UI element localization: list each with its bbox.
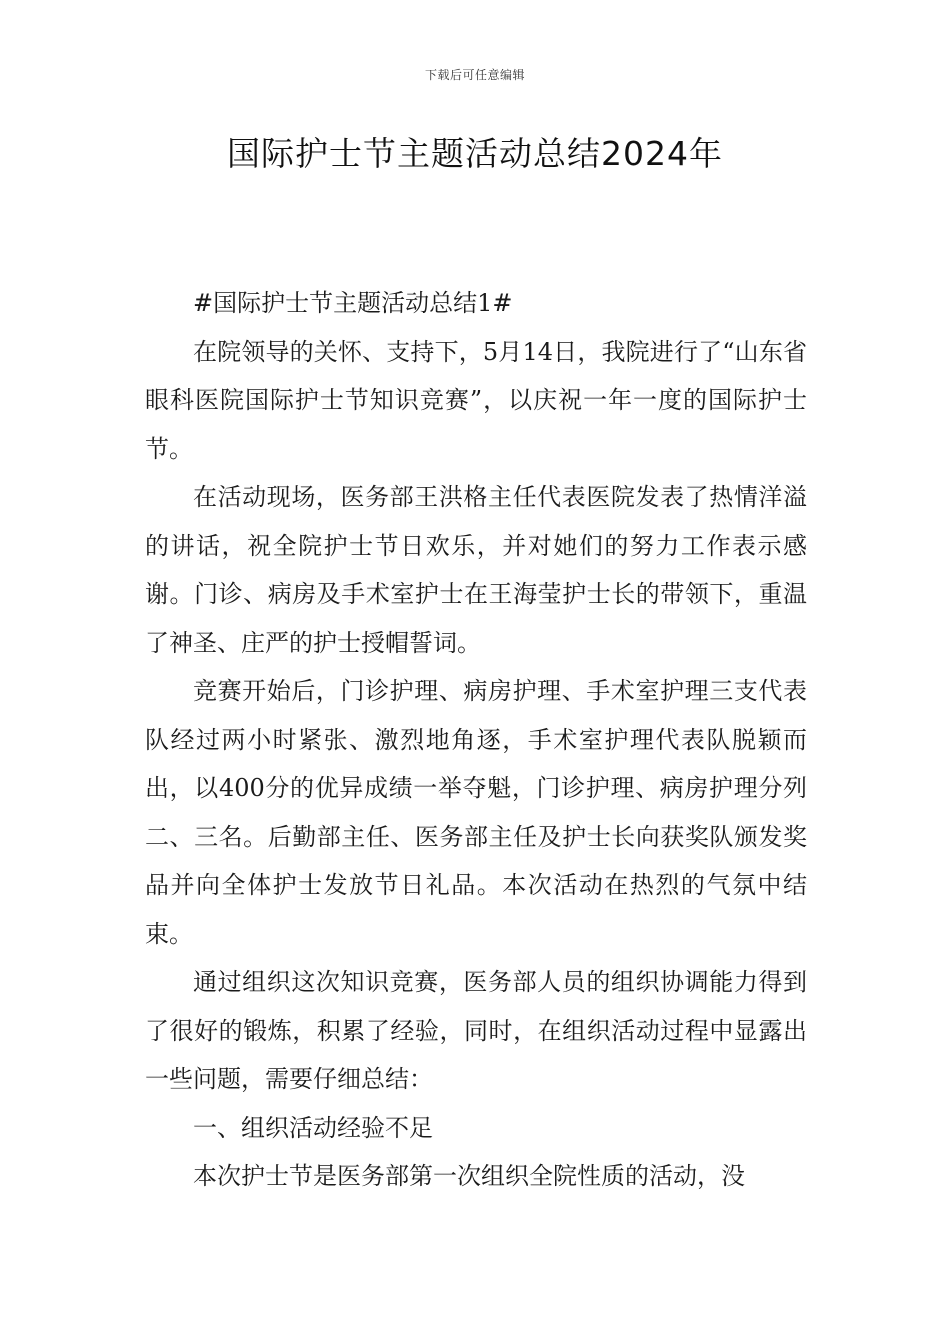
paragraph: 本次护士节是医务部第一次组织全院性质的活动，没 (193, 1162, 745, 1190)
paragraph: 通过组织这次知识竞赛，医务部人员的组织协调能力得到了很好的锻炼，积累了经验，同时，在组织活动过程中显露出一些问题，需要仔细总结： (145, 968, 807, 1093)
section-heading: #国际护士节主题活动总结1# (193, 289, 513, 317)
paragraph: 竞赛开始后，门诊护理、病房护理、手术室护理三支代表队经过两小时紧张、激烈地角逐，手术室护理代表队脱颖而出，以400分的优异成绩一举夺魁，门诊护理、病房护理分列二、三名。后勤部主任、医务部主任及护士长向获奖队颁发奖品并向全体护士发放节日礼品。本次活动在热烈的气氛中结束。 (145, 677, 807, 948)
header-note: 下载后可任意编辑 (424, 68, 525, 82)
paragraph: 在活动现场，医务部王洪格主任代表医院发表了热情洋溢的讲话，祝全院护士节日欢乐，并对她们的努力工作表示感谢。门诊、病房及手术室护士在王海莹护士长的带领下，重温了神圣、庄严的护士授帽誓词。 (145, 483, 807, 657)
document-body (145, 279, 807, 1201)
document-title: 国际护士节主题活动总结2024年 (227, 134, 723, 173)
paragraph: 在院领导的关怀、支持下，5月14日，我院进行了“山东省眼科医院国际护士节知识竞赛”，以庆祝一年一度的国际护士节。 (145, 337, 807, 463)
subheading: 一、组织活动经验不足 (193, 1113, 433, 1142)
